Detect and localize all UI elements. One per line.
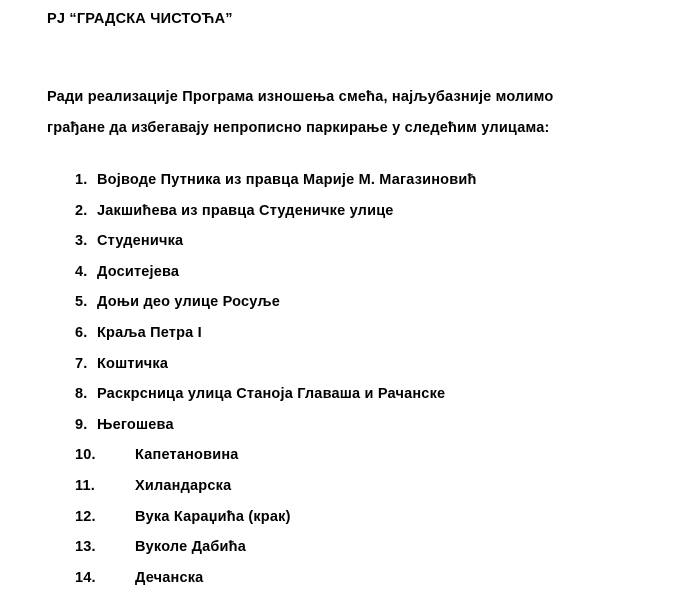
list-item-text: Његошева <box>97 416 174 433</box>
list-item-text: Коштичка <box>97 355 169 372</box>
list-item <box>75 196 675 227</box>
list-item-text: Хиландарска <box>135 477 232 494</box>
list-item-text: Дечанска <box>135 569 204 586</box>
list-item <box>75 257 675 288</box>
intro-paragraph <box>47 82 667 143</box>
list-item-text: Вуколе Дабића <box>135 539 246 556</box>
intro-paragraph-line: Ради реализације Програма изношења смећа, најљубазније молимо <box>47 89 554 105</box>
document-title: РЈ “ГРАДСКА ЧИСТОЋА” <box>47 11 233 27</box>
list-item-number: 2. <box>75 202 88 219</box>
list-item <box>75 563 675 594</box>
list-item-number: 11. <box>75 477 95 494</box>
list-item <box>75 226 675 257</box>
list-item-number: 6. <box>75 324 88 341</box>
list-item-text: Раскрсница улица Станоја Главаша и Рачанске <box>97 386 446 403</box>
list-item-number: 13. <box>75 539 96 556</box>
list-item <box>75 410 675 441</box>
list-item-text: Студеничка <box>97 233 184 250</box>
street-list <box>75 165 675 593</box>
list-item <box>75 532 675 563</box>
list-item-text: Војводе Путника из правца Марије М. Магазиновић <box>97 172 477 188</box>
list-item <box>75 349 675 380</box>
list-item-number: 3. <box>75 233 88 250</box>
list-item-text: Краља Петра I <box>97 324 202 341</box>
list-item-number: 8. <box>75 386 88 403</box>
list-item-number: 5. <box>75 294 88 311</box>
list-item-number: 14. <box>75 569 96 586</box>
list-item-number: 10. <box>75 447 96 464</box>
list-item-number: 9. <box>75 416 88 433</box>
list-item-text: Вука Караџића (крак) <box>135 508 291 525</box>
list-item <box>75 440 675 471</box>
list-item <box>75 379 675 410</box>
list-item-number: 1. <box>75 172 88 188</box>
list-item-text: Јакшићева из правца Студеничке улице <box>97 202 394 219</box>
list-item <box>75 287 675 318</box>
list-item-text: Доњи део улице Росуље <box>97 294 281 311</box>
list-item-text: Доситејева <box>97 263 180 280</box>
list-item <box>75 165 675 196</box>
list-item-number: 12. <box>75 508 96 525</box>
intro-paragraph-line: грађане да избегавају непрописно паркирање у следећим улицама: <box>47 119 550 136</box>
list-item-text: Капетановина <box>135 447 239 464</box>
list-item <box>75 318 675 349</box>
list-item-number: 7. <box>75 355 88 372</box>
list-item <box>75 502 675 533</box>
list-item-number: 4. <box>75 263 88 280</box>
list-item <box>75 471 675 502</box>
